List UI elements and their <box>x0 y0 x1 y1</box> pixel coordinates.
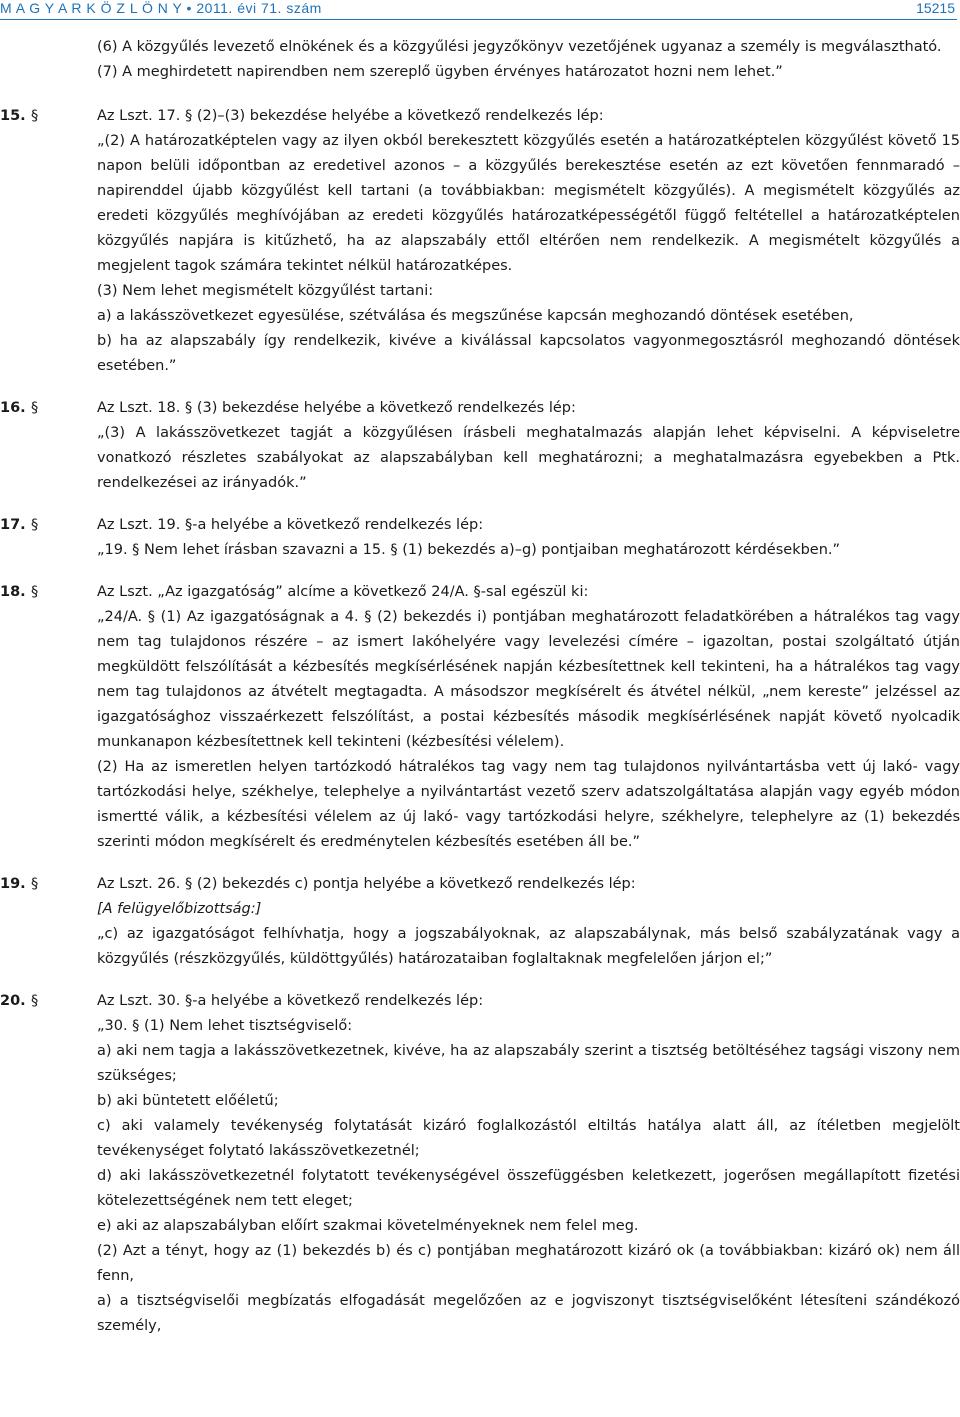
section-number: 17. <box>0 517 26 533</box>
section-sign: § <box>31 584 39 600</box>
paragraph: (6) A közgyűlés levezető elnökének és a közgyűlési jegyzőkönyv vezetőjének ugyanaz a személy is megválasztható. <box>97 39 942 55</box>
paragraph: (2) Azt a tényt, hogy az (1) bekezdés b) és c) pontjában meghatározott kizáró ok (a továbbiakban: kizáró ok) nem áll fenn, <box>97 1243 960 1284</box>
document-body <box>0 35 960 1339</box>
paragraph: Az Lszt. 30. §-a helyébe a következő rendelkezés lép: <box>97 993 484 1009</box>
section-spacer <box>0 972 960 989</box>
journal-title: M A G Y A R K Ö Z L Ö N Y • 2011. évi 71. szám <box>0 0 322 16</box>
paragraph: Az Lszt. 17. § (2)–(3) bekezdése helyébe a következő rendelkezés lép: <box>97 108 604 124</box>
section-sign: § <box>31 108 39 124</box>
italic-reference: [A felügyelőbizottság:] <box>97 901 262 917</box>
section-body <box>97 580 960 855</box>
section-number: 20. <box>0 993 26 1009</box>
section-sign: § <box>31 993 39 1009</box>
section-number: 15. <box>0 108 26 124</box>
section-number: 16. <box>0 400 26 416</box>
paragraph: „19. § Nem lehet írásban szavazni a 15. § (1) bekezdés a)–g) pontjaiban meghatározott kérdésekben.” <box>97 542 841 558</box>
paragraph: Az Lszt. 19. §-a helyébe a következő rendelkezés lép: <box>97 517 484 533</box>
section <box>0 580 960 855</box>
paragraph: (3) Nem lehet megismételt közgyűlést tartani: <box>97 283 434 299</box>
page-number: 15215 <box>916 0 955 16</box>
section-body <box>97 989 960 1339</box>
section-spacer <box>0 85 960 104</box>
paragraph: a) a lakásszövetkezet egyesülése, szétválása és megszűnése kapcsán meghozandó döntések esetében, <box>97 308 854 324</box>
paragraph: a) a tisztségviselői megbízatás elfogadását megelőzően az e jogviszonyt tisztségviselőként létesíteni szándékozó személy, <box>97 1293 960 1334</box>
section-number: 18. <box>0 584 26 600</box>
paragraph: b) aki büntetett előéletű; <box>97 1093 279 1109</box>
paragraph: „(2) A határozatképtelen vagy az ilyen okból berekesztett közgyűlés esetén a határozatképtelen közgyűlést követő 15 napon belüli időpontban az eredetivel azonos – a közgyűlés berekesztése esetén az ezt követően fennmaradó – napirenddel újabb közgyűlést kell tartani (a továbbiakban: megismételt közgyűlés). A megismételt közgyűlés az eredeti közgyűlés meghívójában az eredeti közgyűlés határozatképességétől függő feltétellel a határozatképtelen közgyűlés napjára is kitűzhető, ha az alapszabály ettől eltérően nem rendelkezik. A megismételt közgyűlés a megjelent tagok számára tekintet nélkül határozatképes. <box>97 133 960 274</box>
section <box>0 396 960 496</box>
section <box>0 872 960 972</box>
paragraph: d) aki lakásszövetkezetnél folytatott tevékenységével összefüggésben keletkezett, jogerősen megállapított fizetési kötelezettségének nem tett eleget; <box>97 1168 960 1209</box>
paragraph: „30. § (1) Nem lehet tisztségviselő: <box>97 1018 353 1034</box>
section-sign: § <box>31 876 39 892</box>
section <box>0 513 960 563</box>
paragraph: „24/A. § (1) Az igazgatóságnak a 4. § (2) bekezdés i) pontjában meghatározott feladatkörében a hátralékos tag vagy nem tag tulajdonos részére – az ismert lakóhelyére vagy levelezési címére – igazoltan, postai szolgáltató útján megküldött felszólítását a kézbesítés megkísérlésének napján kézbesítettnek kell tekinteni, ha a hátralékos tag vagy nem tag tulajdonos az átvételt megtagadta. A másodszor megkísérelt és átvétel nélkül, „nem kereste” jelzéssel az igazgatósághoz visszaérkezett felszólítást, a postai kézbesítés második megkísérlésének napját követő nyolcadik munkanapon kézbesítettnek kell tekinteni (kézbesítési vélelem). <box>97 609 960 750</box>
section-spacer <box>0 496 960 513</box>
section-body <box>97 513 960 563</box>
section-spacer <box>0 563 960 580</box>
paragraph: „(3) A lakásszövetkezet tagját a közgyűlésen írásbeli meghatalmazás alapján lehet képviselni. A képviseletre vonatkozó részletes szabályokat az alapszabályban kell meghatározni; a meghatalmazásra egyebekben a Ptk. rendelkezései az irányadók.” <box>97 425 960 491</box>
paragraph: a) aki nem tagja a lakásszövetkezetnek, kivéve, ha az alapszabály szerint a tisztség betöltéséhez tagsági viszony nem szükséges; <box>97 1043 960 1084</box>
intro-block <box>0 35 960 85</box>
paragraph: e) aki az alapszabályban előírt szakmai követelményeknek nem felel meg. <box>97 1218 639 1234</box>
paragraph: b) ha az alapszabály így rendelkezik, kivéve a kiválással kapcsolatos vagyonmegosztásról meghozandó döntések esetében.” <box>97 333 960 374</box>
paragraph: (2) Ha az ismeretlen helyen tartózkodó hátralékos tag vagy nem tag tulajdonos nyilvántartásba vett új lakó- vagy tartózkodási helye, székhelye, telephelye a nyilvántartást vezető szerv adatszolgáltatása alapján vagy egyéb módon ismertté válik, a kézbesítési vélelem az új lakó- vagy tartózkodási helyre, székhelyre, telephelyre az (1) bekezdés szerinti módon megkísérelt és eredménytelen kézbesítés esetében áll be.” <box>97 759 960 850</box>
section-spacer <box>0 379 960 396</box>
paragraph: c) aki valamely tevékenység folytatását kizáró foglalkozástól eltiltás hatálya alatt áll, az ítéletben megjelölt tevékenységet folytató lakásszövetkezetnél; <box>97 1118 960 1159</box>
section <box>0 104 960 379</box>
section-spacer <box>0 855 960 872</box>
paragraph: Az Lszt. 18. § (3) bekezdése helyébe a következő rendelkezés lép: <box>97 400 576 416</box>
section-number: 19. <box>0 876 26 892</box>
paragraph: Az Lszt. „Az igazgatóság” alcíme a következő 24/A. §-sal egészül ki: <box>97 584 589 600</box>
paragraph: „c) az igazgatóságot felhívhatja, hogy a jogszabályoknak, az alapszabálynak, más belső szabályzatának vagy a közgyűlés (részközgyűlés, küldöttgyűlés) határozataiban foglaltaknak megfelelően járjon el;” <box>97 926 960 967</box>
paragraph: (7) A meghirdetett napirendben nem szereplő ügyben érvényes határozatot hozni nem lehet.” <box>97 64 783 80</box>
section-sign: § <box>31 400 39 416</box>
section-body <box>97 104 960 379</box>
sections-list <box>0 85 960 1339</box>
section <box>0 989 960 1339</box>
page-header <box>0 0 957 20</box>
section-sign: § <box>31 517 39 533</box>
section-body <box>97 396 960 496</box>
paragraph: Az Lszt. 26. § (2) bekezdés c) pontja helyébe a következő rendelkezés lép: <box>97 876 636 892</box>
section-body <box>97 872 960 972</box>
